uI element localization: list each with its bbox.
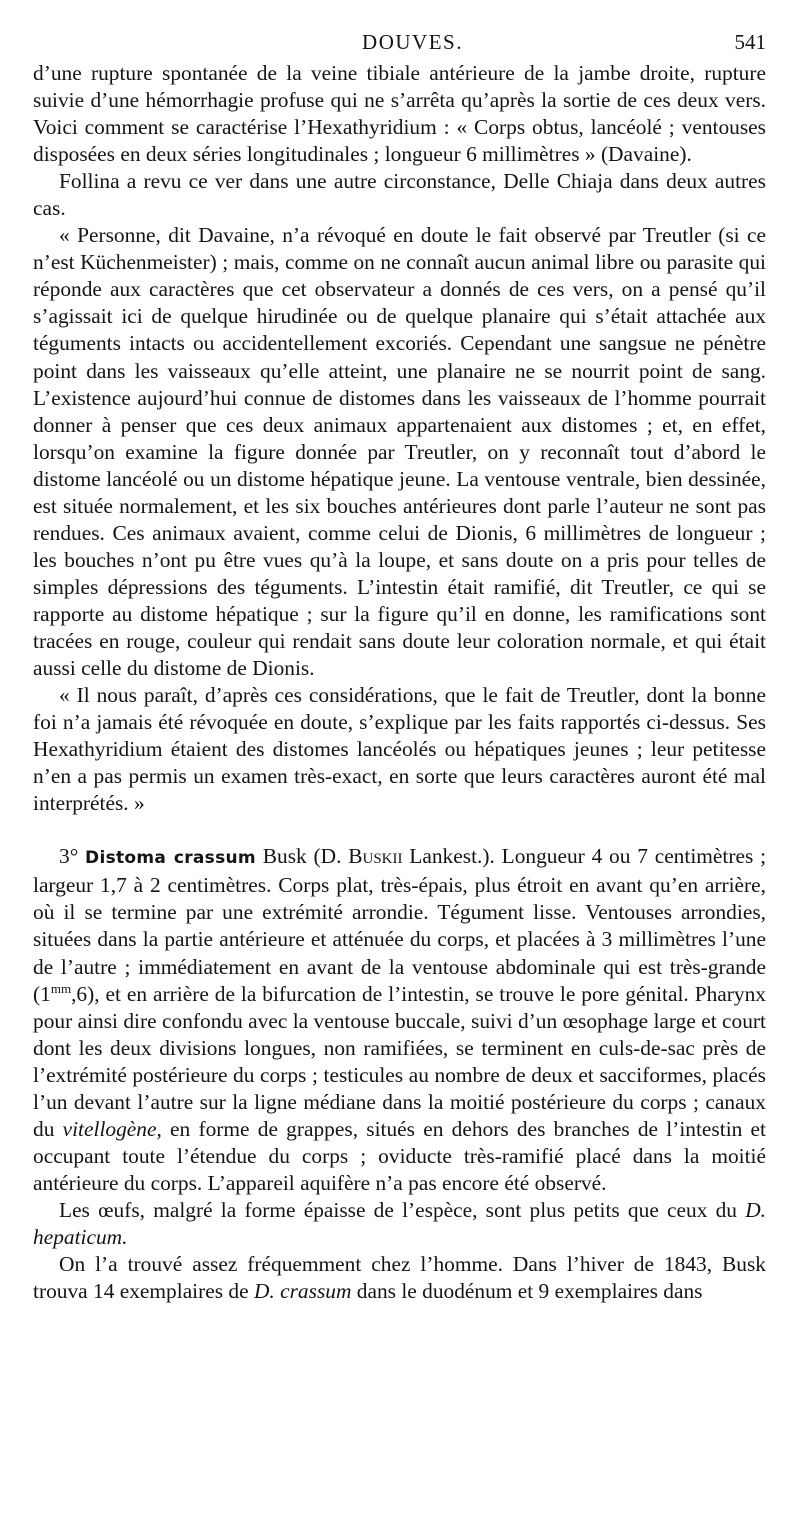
paragraph-occurrence bbox=[33, 1251, 766, 1305]
eggs-text: Les œufs, malgré la forme épaisse de l’espèce, sont plus petits que ceux du bbox=[59, 1197, 737, 1222]
running-head bbox=[33, 26, 766, 60]
species-reference: D. hepaticum. bbox=[33, 1197, 766, 1249]
species-author: Busk bbox=[262, 844, 307, 869]
synonym-open: (D. bbox=[313, 844, 342, 869]
description-text-c: en forme de grappes, situés en dehors des branches de l’intestin et occupant toute l’étendue du corps ; oviducte très-ramifié placé dans la moitié antérieure du corps. L’appareil aquifère n’a pas encore été observé. bbox=[33, 1116, 766, 1195]
unit-superscript: mm bbox=[50, 980, 72, 996]
occurrence-text-a: On l’a trouvé assez fréquemment chez l’homme. Dans l’hiver de 1843, Busk trouva 14 exemplaires de bbox=[33, 1252, 766, 1304]
synonym-name: Buskii bbox=[348, 844, 403, 869]
description-text-a: Longueur 4 ou 7 centimètres ; largeur 1,7 à 2 centimètres. Corps plat, très-épais, plus étroit en avant qu’en arrière, où il se termine par une extrémité arrondie. Tégument lisse. Ventouses arrondies, situées dans la partie antérieure et atténuée du corps, et placées à 3 millimètres l’une de l’autre ; immédiatement en avant de la ventouse abdominale qui est très-grande (1 bbox=[33, 844, 767, 1006]
description-text-b: ,6), et en arrière de la bifurcation de l’intestin, se trouve le pore génital. Pharynx pour ainsi dire confondu avec la ventouse buccale, suivi d’un œsophage large et court dont les deux divisions longues, non ramifiées, se terminent en culs-de-sac près de l’extrémité postérieure du corps ; testicules au nombre de deux et sacciformes, placés l’un devant l’autre sur la ligne médiane dans la moitié postérieure du corps ; canaux du bbox=[33, 981, 766, 1141]
body-text bbox=[33, 60, 766, 1305]
paragraph-conclusion-quote: « Il nous paraît, d’après ces considérations, que le fait de Treutler, dont la bonne foi n’a jamais été révoquée en doute, s’explique par les faits rapportés ci-dessus. Ses Hexathyridium étaient des distomes lancéolés ou hépatiques jeunes ; leur petitesse n’en a pas permis un examen très-exact, en sorte que leurs caractères auront été mal interprétés. » bbox=[33, 683, 766, 816]
paragraph-continued: d’une rupture spontanée de la veine tibiale antérieure de la jambe droite, rupture suivie d’une hémorrhagie profuse qui ne s’arrêta qu’après la sortie de ces deux vers. Voici comment se caractérise l’Hexathyridium : « Corps obtus, lancéolé ; ventouses disposées en deux séries longitudinales ; longueur 6 millimètres » (Davaine). bbox=[33, 61, 766, 167]
book-page bbox=[33, 26, 766, 1305]
synonym-author: Lankest.). bbox=[409, 844, 495, 869]
paragraph-davaine-quote: « Personne, dit Davaine, n’a révoqué en doute le fait observé par Treutler (si ce n’est Küchenmeister) ; mais, comme on ne connaît aucun animal libre ou parasite qui réponde aux caractères que cet observateur a donnés de ces vers, on a pensé qu’il s’agissait ici de quelque hirudinée ou de quelque planaire qui s’était attachée aux téguments intacts ou accidentellement excoriés. Cependant une sangsue ne pénètre point dans les vaisseaux qu’elle atteint, une planaire ne se nourrit point de sang. L’existence aujourd’hui connue de distomes dans les vaisseaux de l’homme pourrait donner à penser que ces deux animaux appartenaient aux distomes ; et, en effet, lorsqu’on examine la figure donnée par Treutler, on y reconnaît tout d’abord le distome lancéolé ou un distome hépatique jeune. La ventouse ventrale, bien dessinée, est située normalement, et les six bouches antérieures dont parle l’auteur ne sont pas rendues. Ces animaux avaient, comme celui de Dionis, 6 millimètres de longueur ; les bouches n’ont pu être vues qu’à la loupe, et sans doute on a pris pour telles de simples dépressions des téguments. L’intestin était ramifié, dit Treutler, ce qui se rapporte au distome hépatique ; sur la figure qu’il en donne, les ramifications sont tracées en rouge, couleur qui rendait sans doute leur coloration normale, et qui était aussi celle du distome de Dionis. bbox=[33, 223, 766, 681]
species-reference: D. crassum bbox=[253, 1279, 352, 1304]
term-vitellogene: vitellogène, bbox=[62, 1116, 162, 1141]
running-title: DOUVES. bbox=[362, 30, 463, 54]
section-gap bbox=[33, 817, 766, 843]
paragraph-follina: Follina a revu ce ver dans une autre circonstance, Delle Chiaja dans deux autres cas. bbox=[33, 169, 766, 221]
species-heading: Distoma crassum bbox=[85, 848, 256, 869]
paragraph-eggs bbox=[33, 1197, 766, 1251]
section-number: 3° bbox=[59, 844, 79, 869]
occurrence-text-b: dans le duodénum et 9 exemplaires dans bbox=[356, 1279, 703, 1304]
page-number: 541 bbox=[734, 30, 766, 54]
paragraph-distoma-crassum bbox=[33, 843, 766, 1197]
